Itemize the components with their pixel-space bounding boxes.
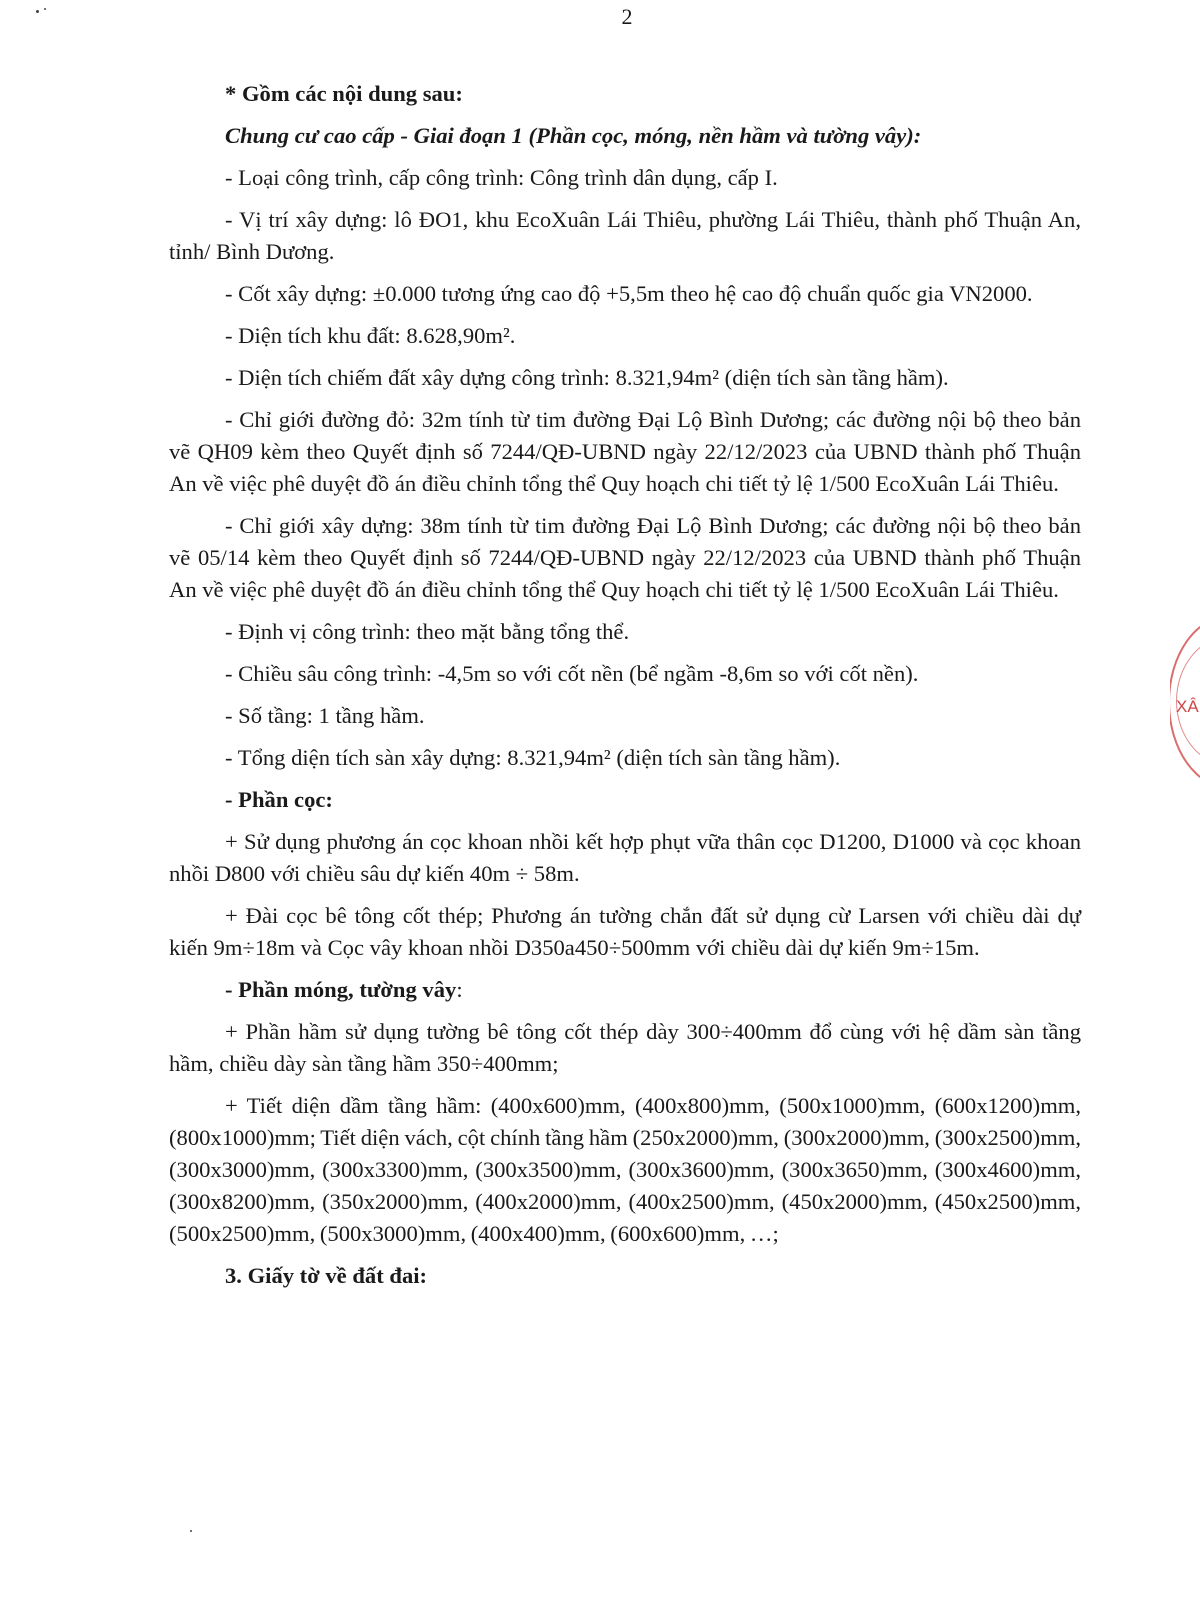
- section-heading: * Gồm các nội dung sau:: [225, 81, 463, 106]
- foundation-item-basement-walls: + Phần hầm sử dụng tường bê tông cốt thép dày 300÷400mm đổ cùng với hệ dầm sàn tầng hầm, chiều dày sàn tầng hầm 350÷400mm;: [169, 1019, 1081, 1076]
- item-floors: - Số tầng: 1 tầng hầm.: [225, 703, 425, 728]
- document-body: [169, 78, 1081, 1292]
- scan-speck: [36, 10, 39, 13]
- item-location: - Vị trí xây dựng: lô ĐO1, khu EcoXuân Lái Thiêu, phường Lái Thiêu, thành phố Thuận An, tỉnh/ Bình Dương.: [169, 207, 1081, 264]
- foundation-title-colon: :: [456, 977, 463, 1002]
- land-documents-heading: 3. Giấy tờ về đất đai:: [225, 1263, 428, 1288]
- stamp-text: XÂ: [1176, 697, 1199, 716]
- project-subheading: Chung cư cao cấp - Giai đoạn 1 (Phần cọc, móng, nền hầm và tường vây):: [225, 123, 922, 148]
- page-number: 2: [621, 4, 633, 29]
- pile-section-title: - Phần cọc:: [225, 787, 333, 812]
- item-depth: - Chiều sâu công trình: -4,5m so với cốt nền (bể ngầm -8,6m so với cốt nền).: [225, 661, 919, 686]
- pile-item-bored-piles: + Sử dụng phương án cọc khoan nhồi kết hợp phụt vữa thân cọc D1200, D1000 và cọc khoan nhồi D800 với chiều sâu dự kiến 40m ÷ 58m.: [169, 829, 1081, 886]
- pile-item-pile-caps: + Đài cọc bê tông cốt thép; Phương án tường chắn đất sử dụng cừ Larsen với chiều dài dự kiến 9m÷18m và Cọc vây khoan nhồi D350a450÷500mm với chiều dài dự kiến 9m÷15m.: [169, 903, 1081, 960]
- red-seal-stamp: [1170, 605, 1200, 805]
- item-building-line: - Chỉ giới xây dựng: 38m tính từ tim đường Đại Lộ Bình Dương; các đường nội bộ theo bản vẽ 05/14 kèm theo Quyết định số 7244/QĐ-UBND ngày 22/12/2023 của UBND thành phố Thuận An về việc phê duyệt đồ án điều chỉnh tổng thể Quy hoạch chi tiết tỷ lệ 1/500 EcoXuân Lái Thiêu.: [169, 513, 1081, 602]
- item-positioning: - Định vị công trình: theo mặt bằng tổng thể.: [225, 619, 630, 644]
- foundation-section-title: [169, 974, 1081, 1006]
- item-elevation: - Cốt xây dựng: ±0.000 tương ứng cao độ +5,5m theo hệ cao độ chuẩn quốc gia VN2000.: [225, 281, 1033, 306]
- scan-speck: [44, 8, 46, 10]
- item-construction-type: - Loại công trình, cấp công trình: Công trình dân dụng, cấp I.: [225, 165, 778, 190]
- item-total-floor-area: - Tổng diện tích sàn xây dựng: 8.321,94m² (diện tích sàn tầng hầm).: [225, 745, 841, 770]
- foundation-item-sections: + Tiết diện dầm tầng hầm: (400x600)mm, (400x800)mm, (500x1000)mm, (600x1200)mm, (800x1000)mm; Tiết diện vách, cột chính tầng hầm (250x2000)mm, (300x2000)mm, (300x2500)mm, (300x3000)mm, (300x3300)mm, (300x3500)mm, (300x3600)mm, (300x3650)mm, (300x4600)mm, (300x8200)mm, (350x2000)mm, (400x2000)mm, (400x2500)mm, (450x2000)mm, (450x2500)mm, (500x2500)mm, (500x3000)mm, (400x400)mm, (600x600)mm, …;: [169, 1093, 1081, 1246]
- item-land-area: - Diện tích khu đất: 8.628,90m².: [225, 323, 516, 348]
- foundation-title-text: - Phần móng, tường vây: [225, 977, 457, 1002]
- item-red-line: - Chỉ giới đường đỏ: 32m tính từ tim đường Đại Lộ Bình Dương; các đường nội bộ theo bản vẽ QH09 kèm theo Quyết định số 7244/QĐ-UBND ngày 22/12/2023 của UBND thành phố Thuận An về việc phê duyệt đồ án điều chỉnh tổng thể Quy hoạch chi tiết tỷ lệ 1/500 EcoXuân Lái Thiêu.: [169, 407, 1081, 496]
- item-footprint-area: - Diện tích chiếm đất xây dựng công trình: 8.321,94m² (diện tích sàn tầng hầm).: [225, 365, 949, 390]
- scan-speck: [190, 1530, 192, 1532]
